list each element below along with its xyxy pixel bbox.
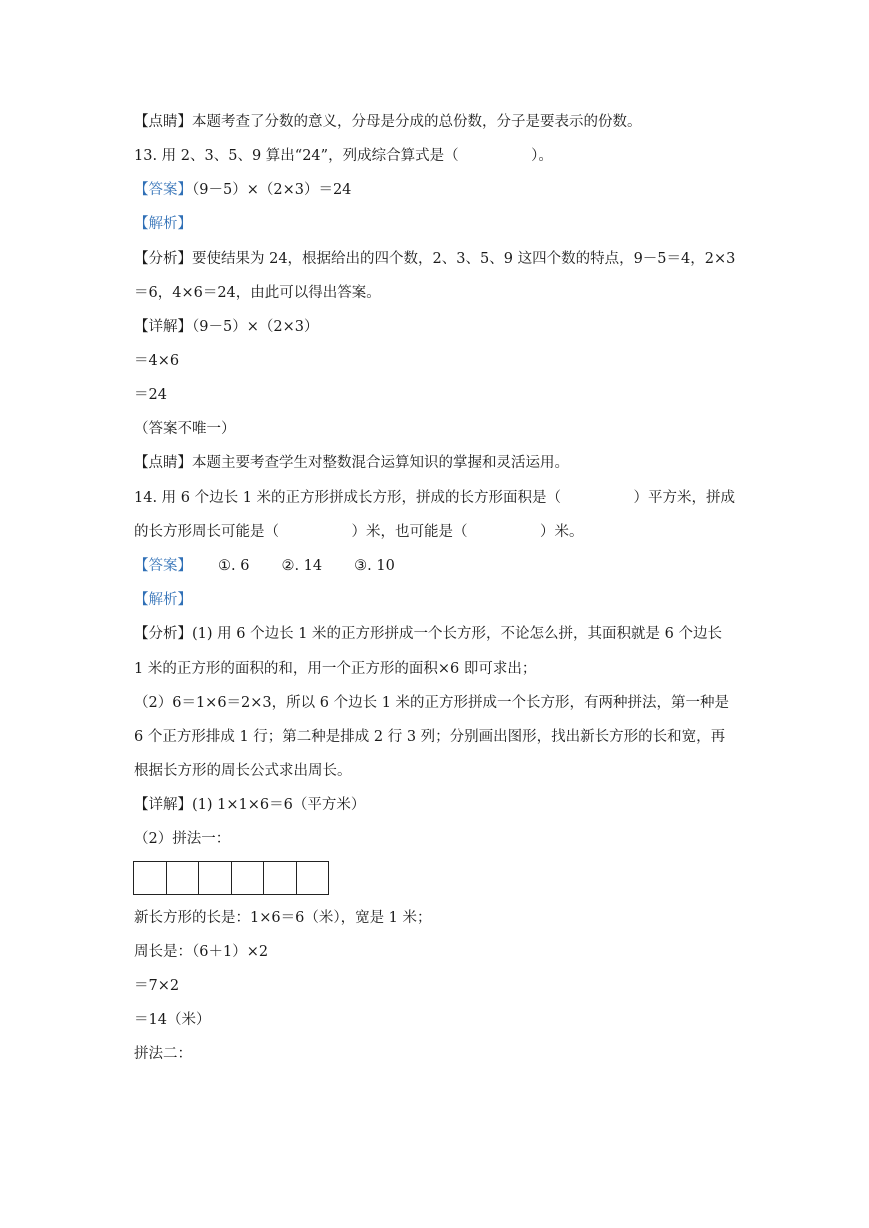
- answer-q14: [134, 556, 744, 576]
- square-5: [264, 861, 297, 895]
- square-4: [232, 861, 265, 895]
- detail-q13-note: （答案不唯一）: [134, 421, 236, 437]
- summary-q13: 【点睛】本题主要考查学生对整数混合运算知识的掌握和灵活运用。: [134, 455, 569, 471]
- analysis-q14-line1: 【分析】(1) 用 6 个边长 1 米的正方形拼成一个长方形，不论怎么拼，其面积就是 6 个边长: [134, 626, 722, 642]
- detail-q14-method1-title: （2）拼法一：: [134, 831, 231, 847]
- detail-q14-method1-dims: 新长方形的长是：1×6＝6（米），宽是 1 米；: [134, 910, 432, 926]
- analysis-q14-line2: 1 米的正方形的面积的和，用一个正方形的面积×6 即可求出；: [134, 661, 537, 677]
- answer-label: 【答案】: [134, 182, 192, 198]
- square-2: [167, 861, 200, 895]
- answer-text: （9－5）×（2×3）＝24: [192, 182, 352, 198]
- analysis-q14-line5: 根据长方形的周长公式求出周长。: [134, 763, 352, 779]
- detail-q14-method2-title: 拼法二：: [134, 1046, 192, 1062]
- detail-q14-part1: 【详解】(1) 1×1×6＝6（平方米）: [134, 797, 366, 813]
- analysis-label-q13: 【解析】: [134, 216, 192, 232]
- analysis-q13-line2: ＝6，4×6＝24，由此可以得出答案。: [134, 285, 381, 301]
- answer-label: 【答案】: [134, 558, 192, 574]
- question-13: 13. 用 2、3、5、9 算出“24”，列成综合算式是（ ）。: [134, 148, 553, 164]
- answer-part-1: ①. 6: [218, 558, 250, 574]
- question-14-line2: 的长方形周长可能是（ ）米，也可能是（ ）米。: [134, 524, 584, 540]
- detail-q13-line3: ＝24: [134, 387, 167, 403]
- square-1: [134, 861, 167, 895]
- answer-part-3: ③. 10: [354, 558, 395, 574]
- detail-q14-perimeter-3: ＝14（米）: [134, 1012, 211, 1028]
- square-6: [297, 861, 330, 895]
- note-q12-summary: 【点睛】本题考查了分数的意义，分母是分成的总份数，分子是要表示的份数。: [134, 114, 642, 130]
- detail-q14-perimeter-1: 周长是：（6＋1）×2: [134, 944, 269, 960]
- analysis-label-q14: 【解析】: [134, 592, 192, 608]
- detail-q13-line1: 【详解】（9－5）×（2×3）: [134, 319, 319, 335]
- square-3: [199, 861, 232, 895]
- analysis-q14-line3: （2）6＝1×6＝2×3，所以 6 个边长 1 米的正方形拼成一个长方形，有两种拼法，第一种是: [134, 695, 730, 711]
- answer-q13: [134, 180, 744, 200]
- answer-part-2: ②. 14: [281, 558, 323, 574]
- analysis-q14-line4: 6 个正方形排成 1 行；第二种是排成 2 行 3 列；分别画出图形，找出新长方形的长和宽，再: [134, 729, 726, 745]
- detail-q14-perimeter-2: ＝7×2: [134, 978, 180, 994]
- six-squares-figure: [133, 861, 329, 895]
- detail-q13-line2: ＝4×6: [134, 353, 180, 369]
- analysis-q13-line1: 【分析】要使结果为 24，根据给出的四个数，2、3、5、9 这四个数的特点，9－5＝4，2×3: [134, 251, 736, 267]
- question-14-line1: 14. 用 6 个边长 1 米的正方形拼成长方形，拼成的长方形面积是（ ）平方米，拼成: [134, 490, 736, 506]
